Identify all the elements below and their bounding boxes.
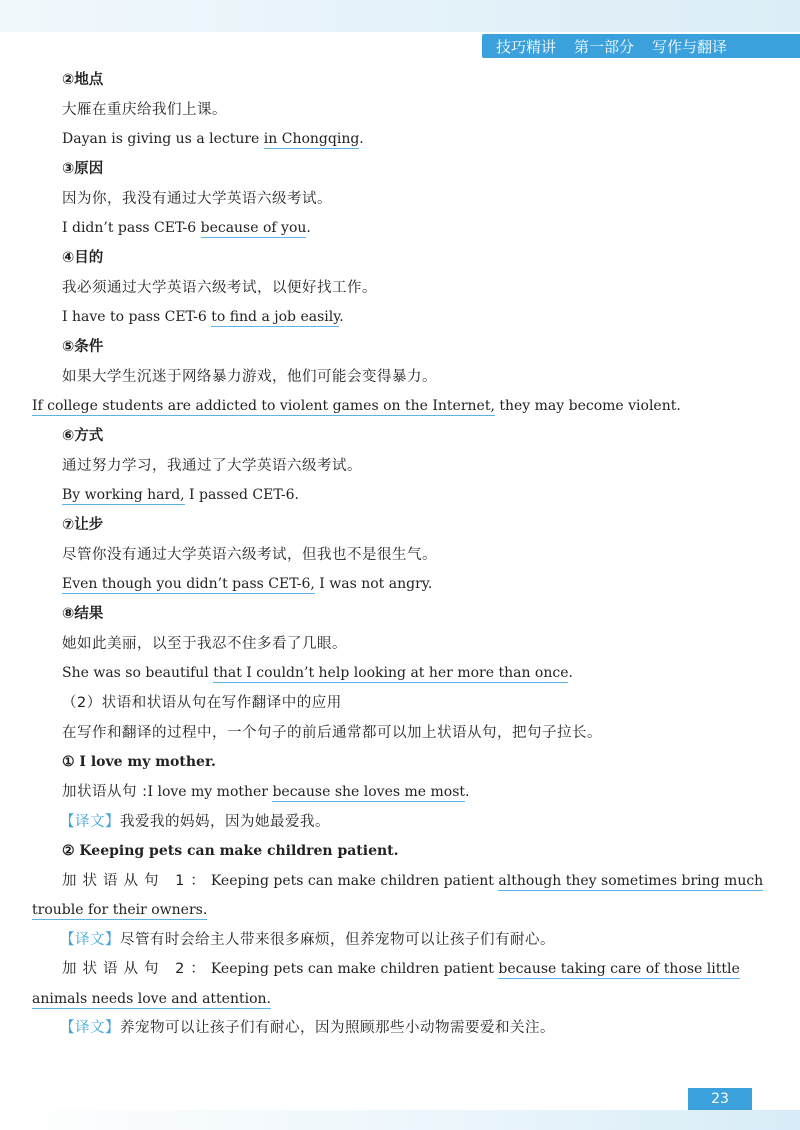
section-zh: 我必须通过大学英语六级考试，以便好找工作。 xyxy=(62,280,377,296)
section-title: ③原因 xyxy=(62,161,104,177)
translation: 【译文】养宠物可以让孩子们有耐心，因为照顾那些小动物需要爱和关注。 xyxy=(60,1020,555,1036)
translation-tag: 【译文】 xyxy=(60,932,120,948)
section-en: I have to pass CET-6 to find a job easily. xyxy=(62,309,344,325)
section-en: Dayan is giving us a lecture in Chongqing. xyxy=(62,131,364,147)
underlined-phrase: animals needs love and attention. xyxy=(32,991,271,1007)
underlined-phrase: to find a job easily xyxy=(211,309,340,325)
section-title: ⑧结果 xyxy=(62,606,104,622)
chapter-header xyxy=(482,34,800,58)
section-en: If college students are addicted to violent games on the Internet, they may become violent. xyxy=(32,398,681,414)
example-title: ① I love my mother. xyxy=(62,754,216,770)
subsection-heading: （2）状语和状语从句在写作翻译中的应用 xyxy=(62,695,342,711)
example-sentence: 加状语从句 1：Keeping pets can make children patient although they sometimes bring much xyxy=(62,873,764,889)
underlined-phrase: because she loves me most xyxy=(272,784,466,800)
translation-tag: 【译文】 xyxy=(60,814,120,830)
header-part3: 写作与翻译 xyxy=(652,37,728,56)
underlined-phrase: in Chongqing xyxy=(263,131,360,147)
example-sentence-cont xyxy=(32,989,271,1009)
example-sentence-cont xyxy=(32,900,207,920)
underlined-phrase: because taking care of those little xyxy=(498,961,740,977)
underlined-phrase: If college students are addicted to violent games on the Internet, xyxy=(32,398,495,414)
underlined-phrase: that I couldn’t help looking at her more than once xyxy=(213,665,569,681)
section-en: I didn’t pass CET-6 because of you. xyxy=(62,220,311,236)
section-zh: 通过努力学习，我通过了大学英语六级考试。 xyxy=(62,458,362,474)
header-part2: 第一部分 xyxy=(574,37,635,56)
page-number: 23 xyxy=(688,1088,752,1110)
translation: 【译文】尽管有时会给主人带来很多麻烦，但养宠物可以让孩子们有耐心。 xyxy=(60,932,555,948)
intro-paragraph: 在写作和翻译的过程中，一个句子的前后通常都可以加上状语从句，把句子拉长。 xyxy=(62,725,602,741)
section-title: ⑦让步 xyxy=(62,517,104,533)
section-en: Even though you didn’t pass CET-6, I was not angry. xyxy=(62,576,433,592)
section-title: ④目的 xyxy=(62,250,104,266)
underlined-phrase: Even though you didn’t pass CET-6, xyxy=(62,576,315,592)
bottom-decor-band xyxy=(0,1110,800,1130)
section-zh: 如果大学生沉迷于网络暴力游戏，他们可能会变得暴力。 xyxy=(62,369,437,385)
section-en: By working hard, I passed CET-6. xyxy=(62,487,299,503)
top-decor-band xyxy=(0,0,800,32)
section-zh: 她如此美丽，以至于我忍不住多看了几眼。 xyxy=(62,636,347,652)
translation: 【译文】我爱我的妈妈，因为她最爱我。 xyxy=(60,814,330,830)
section-title: ⑤条件 xyxy=(62,339,104,355)
section-en: She was so beautiful that I couldn’t help looking at her more than once. xyxy=(62,665,573,681)
section-zh: 因为你，我没有通过大学英语六级考试。 xyxy=(62,191,332,207)
header-part1: 技巧精讲 xyxy=(496,37,557,56)
translation-tag: 【译文】 xyxy=(60,1020,120,1036)
underlined-phrase: although they sometimes bring much xyxy=(498,873,764,889)
section-title: ②地点 xyxy=(62,72,104,88)
underlined-phrase: because of you xyxy=(200,220,307,236)
example-title: ② Keeping pets can make children patient. xyxy=(62,843,399,859)
underlined-phrase: trouble for their owners. xyxy=(32,902,208,918)
underlined-phrase: By working hard, xyxy=(62,487,185,503)
example-sentence: 加状语从句 :I love my mother because she loves me most. xyxy=(62,784,470,800)
section-zh: 尽管你没有通过大学英语六级考试，但我也不是很生气。 xyxy=(62,547,437,563)
section-zh: 大雁在重庆给我们上课。 xyxy=(62,102,227,118)
section-title: ⑥方式 xyxy=(62,428,104,444)
example-sentence: 加状语从句 2：Keeping pets can make children patient because taking care of those little xyxy=(62,961,740,977)
